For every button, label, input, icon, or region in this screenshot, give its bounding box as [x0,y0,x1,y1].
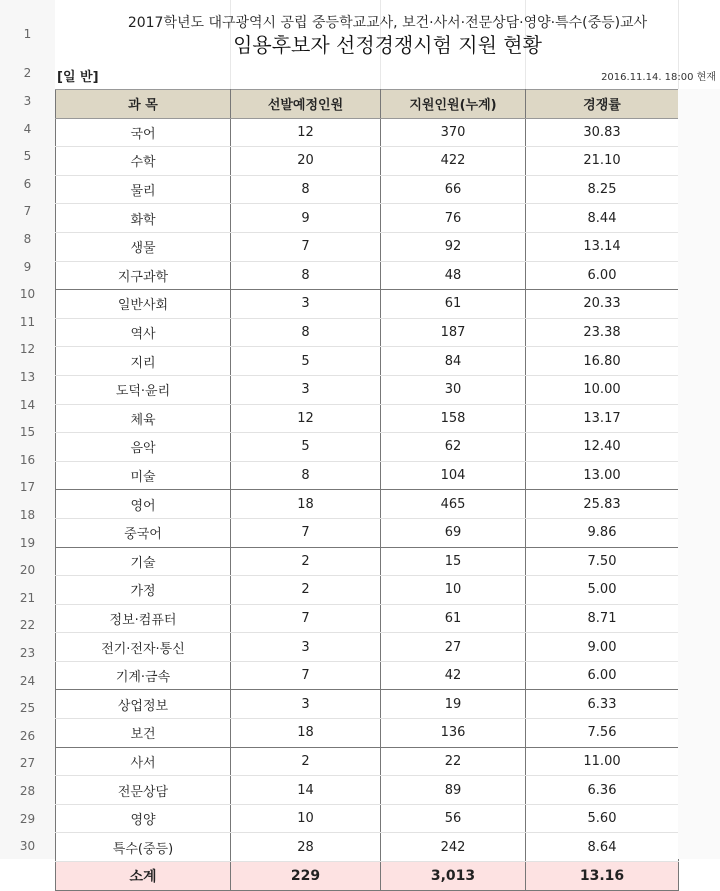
cell-applicants[interactable]: 42 [381,661,526,690]
row-number[interactable]: 25 [19,701,36,716]
applicant-table [55,89,679,891]
row-number[interactable]: 3 [23,94,32,108]
cell-applicants[interactable]: 158 [381,404,526,433]
cell-planned[interactable]: 18 [231,490,381,519]
title-line-1: 2017학년도 대구광역시 공립 중등학교교사, 보건·사서·전문상담·영양·특수(중등)교사 [127,15,648,31]
cell-planned[interactable]: 3 [231,690,381,719]
cell-ratio[interactable]: 6.36 [526,776,679,805]
cell-planned[interactable]: 8 [231,175,381,204]
cell-subject[interactable]: 가정 [56,576,231,605]
table-row [56,204,679,233]
cell-planned[interactable]: 28 [231,833,381,862]
cell-subject[interactable]: 음악 [56,433,231,462]
cell-applicants[interactable]: 242 [381,833,526,862]
table-row [56,318,679,347]
cell-planned[interactable]: 2 [231,747,381,776]
cell-subject[interactable]: 지구과학 [56,261,231,290]
cell-ratio[interactable]: 6.33 [526,690,679,719]
row-number[interactable]: 24 [19,673,36,688]
cell-ratio[interactable]: 6.00 [526,661,679,690]
total-row [56,862,679,891]
cell-ratio[interactable]: 5.00 [526,576,679,605]
cell-planned[interactable]: 12 [231,118,381,147]
cell-subject[interactable]: 미술 [56,461,231,490]
cell-ratio[interactable]: 8.25 [526,175,679,204]
cell-planned[interactable]: 7 [231,661,381,690]
table-row [56,661,679,690]
cell-ratio[interactable]: 6.00 [526,261,679,290]
table-row [56,461,679,490]
cell-subject[interactable]: 기술 [56,547,231,576]
cell-ratio[interactable]: 10.00 [526,375,679,404]
cell-applicants[interactable]: 30 [381,375,526,404]
cell-applicants[interactable]: 61 [381,604,526,633]
table-row [56,404,679,433]
cell-subject[interactable]: 역사 [56,318,231,347]
row-number[interactable]: 20 [19,563,36,578]
cell-applicants[interactable]: 370 [381,118,526,147]
cell-applicants[interactable]: 48 [381,261,526,290]
row-number[interactable]: 13 [19,370,36,384]
table-row [56,776,679,805]
row-number[interactable]: 6 [23,176,32,191]
table-row [56,719,679,748]
cell-planned[interactable]: 18 [231,719,381,748]
cell-ratio[interactable]: 13.00 [526,461,679,490]
cell-planned[interactable]: 3 [231,633,381,662]
cell-applicants[interactable]: 61 [381,290,526,319]
row-number[interactable]: 22 [19,618,36,633]
cell-applicants[interactable]: 187 [381,318,526,347]
cell-subject[interactable]: 영양 [56,804,231,833]
table-row [56,290,679,319]
cell-ratio[interactable]: 11.00 [526,747,679,776]
cell-ratio[interactable]: 8.71 [526,604,679,633]
cell-subject[interactable]: 수학 [56,147,231,176]
row-number[interactable]: 23 [19,646,36,660]
cell-applicants[interactable]: 465 [381,490,526,519]
cell-applicants[interactable]: 89 [381,776,526,805]
row-number[interactable]: 9 [23,259,32,274]
row-number[interactable]: 1 [23,27,32,41]
cell-subject[interactable]: 사서 [56,747,231,776]
cell-applicants[interactable]: 56 [381,804,526,833]
cell-ratio[interactable]: 20.33 [526,290,679,319]
row-number[interactable]: 21 [19,590,36,605]
cell-ratio[interactable]: 30.83 [526,118,679,147]
cell-subject[interactable]: 상업정보 [56,690,231,719]
table-row [56,347,679,376]
cell-applicants[interactable]: 104 [381,461,526,490]
row-number[interactable]: 26 [19,728,36,743]
cell-applicants[interactable]: 136 [381,719,526,748]
table-row [56,375,679,404]
cell-applicants[interactable]: 27 [381,633,526,662]
cell-subject[interactable]: 물리 [56,175,231,204]
cell-ratio[interactable]: 7.56 [526,719,679,748]
table-row [56,147,679,176]
table-row [56,633,679,662]
cell-ratio[interactable]: 8.64 [526,833,679,862]
cell-applicants[interactable]: 10 [381,576,526,605]
table-row [56,175,679,204]
total-ratio[interactable]: 13.16 [526,862,679,891]
cell-subject[interactable]: 기계·금속 [56,661,231,690]
row-number[interactable]: 7 [23,204,32,219]
cell-planned[interactable]: 2 [231,576,381,605]
row-number[interactable]: 8 [23,232,32,246]
row-number[interactable]: 15 [19,425,36,440]
cell-applicants[interactable]: 66 [381,175,526,204]
column-header-planned[interactable]: 선발예정인원 [231,90,381,119]
table-row [56,433,679,462]
row-number[interactable]: 18 [19,508,36,522]
row-number[interactable]: 4 [23,121,32,136]
cell-planned[interactable]: 8 [231,261,381,290]
cell-subject[interactable]: 전기·전자·통신 [56,633,231,662]
cell-subject[interactable]: 특수(중등) [56,833,231,862]
cell-subject[interactable]: 전문상담 [56,776,231,805]
row-number[interactable]: 5 [23,149,32,164]
column-header-ratio[interactable]: 경쟁률 [526,90,679,119]
row-number[interactable]: 27 [19,756,36,771]
cell-planned[interactable]: 7 [231,232,381,261]
table-row [56,747,679,776]
cell-ratio[interactable]: 7.50 [526,547,679,576]
cell-planned[interactable]: 3 [231,290,381,319]
table-row [56,261,679,290]
table-row [56,604,679,633]
empty-column [678,89,720,859]
cell-subject[interactable]: 체육 [56,404,231,433]
table-header-row [56,90,679,119]
table-row [56,490,679,519]
cell-applicants[interactable]: 19 [381,690,526,719]
cell-subject[interactable]: 지리 [56,347,231,376]
row-number[interactable]: 12 [19,342,36,357]
total-subject[interactable]: 소계 [56,862,231,891]
cell-subject[interactable]: 국어 [56,118,231,147]
table-row [56,576,679,605]
row-number[interactable]: 11 [19,314,36,329]
cell-planned[interactable]: 3 [231,375,381,404]
cell-subject[interactable]: 화학 [56,204,231,233]
table-row [56,232,679,261]
cell-subject[interactable]: 생물 [56,232,231,261]
cell-planned[interactable]: 5 [231,347,381,376]
column-header-applicants[interactable]: 지원인원(누계) [381,90,526,119]
table-row [56,804,679,833]
cell-ratio[interactable]: 21.10 [526,147,679,176]
cell-subject[interactable]: 정보·컴퓨터 [56,604,231,633]
cell-planned[interactable]: 7 [231,518,381,547]
cell-applicants[interactable]: 84 [381,347,526,376]
title-line-2: 임용후보자 선정경쟁시험 지원 현황 [233,33,542,57]
cell-planned[interactable]: 10 [231,804,381,833]
row-number[interactable]: 14 [19,397,36,412]
cell-applicants[interactable]: 422 [381,147,526,176]
cell-applicants[interactable]: 92 [381,232,526,261]
column-header-subject[interactable]: 과 목 [56,90,231,119]
row-number[interactable]: 2 [23,66,32,80]
cell-subject[interactable]: 영어 [56,490,231,519]
row-number[interactable]: 29 [19,811,36,826]
row-number[interactable]: 10 [19,287,36,302]
spreadsheet [55,0,720,885]
timestamp: 2016.11.14. 18:00 현재 [601,72,716,83]
cell-planned[interactable]: 5 [231,433,381,462]
table-row [56,833,679,862]
cell-planned[interactable]: 7 [231,604,381,633]
cell-planned[interactable]: 8 [231,318,381,347]
cell-ratio[interactable]: 13.17 [526,404,679,433]
row-number-column [0,0,55,859]
cell-ratio[interactable]: 9.86 [526,518,679,547]
cell-ratio[interactable]: 23.38 [526,318,679,347]
cell-subject[interactable]: 도덕·윤리 [56,375,231,404]
total-applicants[interactable]: 3,013 [381,862,526,891]
section-label: [일 반] [57,70,99,85]
cell-applicants[interactable]: 69 [381,518,526,547]
cell-applicants[interactable]: 15 [381,547,526,576]
cell-applicants[interactable]: 62 [381,433,526,462]
row-number[interactable]: 28 [19,784,36,798]
cell-ratio[interactable]: 12.40 [526,433,679,462]
cell-ratio[interactable]: 8.44 [526,204,679,233]
row-number[interactable]: 16 [19,452,36,467]
table-row [56,118,679,147]
table-row [56,547,679,576]
cell-planned[interactable]: 2 [231,547,381,576]
cell-planned[interactable]: 8 [231,461,381,490]
cell-ratio[interactable]: 5.60 [526,804,679,833]
cell-planned[interactable]: 12 [231,404,381,433]
cell-ratio[interactable]: 16.80 [526,347,679,376]
row-number[interactable]: 30 [19,839,36,854]
total-planned[interactable]: 229 [231,862,381,891]
cell-planned[interactable]: 9 [231,204,381,233]
cell-ratio[interactable]: 25.83 [526,490,679,519]
cell-subject[interactable]: 일반사회 [56,290,231,319]
row-number[interactable]: 17 [19,480,36,495]
table-row [56,690,679,719]
cell-subject[interactable]: 보건 [56,719,231,748]
cell-planned[interactable]: 20 [231,147,381,176]
cell-applicants[interactable]: 76 [381,204,526,233]
cell-ratio[interactable]: 9.00 [526,633,679,662]
cell-planned[interactable]: 14 [231,776,381,805]
cell-subject[interactable]: 중국어 [56,518,231,547]
table-row [56,518,679,547]
row-number[interactable]: 19 [19,535,36,550]
cell-ratio[interactable]: 13.14 [526,232,679,261]
cell-applicants[interactable]: 22 [381,747,526,776]
